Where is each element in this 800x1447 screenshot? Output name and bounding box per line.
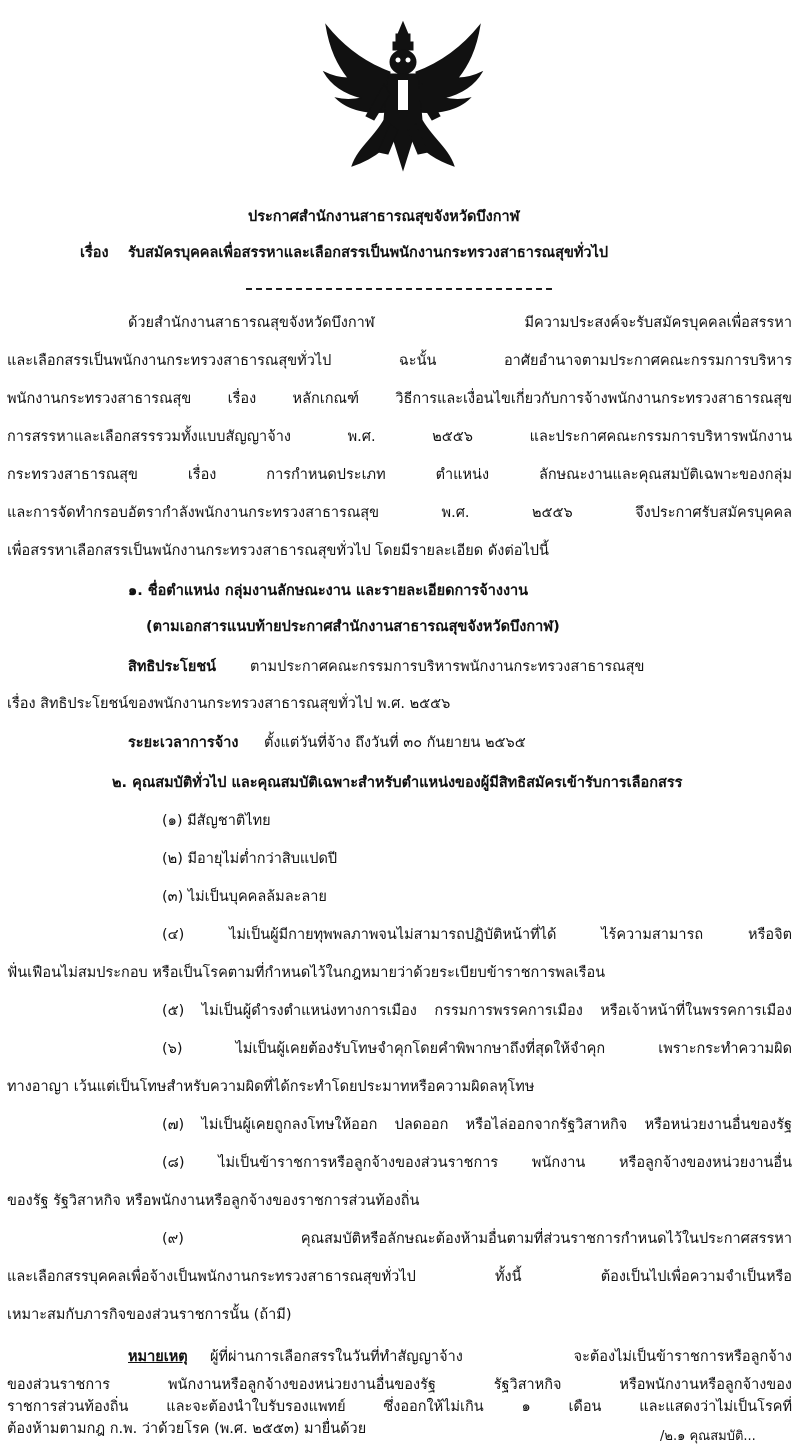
period-label: ระยะเวลาการจ้าง — [128, 735, 239, 751]
note-line-3: ราชการส่วนท้องถิ่น และจะต้องนำใบรับรองแพทย์ ซึ่งออกให้ไม่เกิน ๑ เดือน และแสดงว่าไม่เป็นโรคที่ — [7, 1399, 792, 1415]
qualification-6-line-1: (๖) ไม่เป็นผู้เคยต้องรับโทษจำคุกโดยคำพิพากษาถึงที่สุดให้จำคุก เพราะกระทำความผิด — [162, 1041, 792, 1057]
qualification-3: (๓) ไม่เป็นบุคคลล้มละลาย — [162, 889, 327, 905]
section1-heading: ๑. ชื่อตำแหน่ง กลุ่มงานลักษณะงาน และรายละเอียดการจ้างงาน — [128, 583, 529, 599]
announcement-title: ประกาศสำนักงานสาธารณสุขจังหวัดบึงกาฬ — [248, 209, 520, 225]
subject-label: เรื่อง — [80, 245, 109, 261]
intro-line-7: เพื่อสรรหาเลือกสรรเป็นพนักงานกระทรวงสาธารณสุขทั่วไป โดยมีรายละเอียด ดังต่อไปนี้ — [7, 543, 549, 559]
intro-line-4: การสรรหาและเลือกสรรรวมทั้งแบบสัญญาจ้าง พ.ศ. ๒๕๕๖ และประกาศคณะกรรมการบริหารพนักงาน — [7, 429, 792, 445]
subject-text: รับสมัครบุคคลเพื่อสรรหาและเลือกสรรเป็นพนักงานกระทรวงสาธารณสุขทั่วไป — [128, 245, 609, 261]
qualification-9-line-3: เหมาะสมกับภารกิจของส่วนราชการนั้น (ถ้ามี) — [7, 1307, 292, 1323]
section1-subheading: (ตามเอกสารแนบท้ายประกาศสำนักงานสาธารณสุขจังหวัดบึงกาฬ) — [146, 619, 560, 635]
qualification-8-line-1: (๘) ไม่เป็นข้าราชการหรือลูกจ้างของส่วนราชการ พนักงาน หรือลูกจ้างของหน่วยงานอื่น — [162, 1155, 792, 1171]
note-line-2: ของส่วนราชการ พนักงานหรือลูกจ้างของหน่วยงานอื่นของรัฐ รัฐวิสาหกิจ หรือพนักงานหรือลูกจ้างของ — [7, 1377, 792, 1393]
qualification-1: (๑) มีสัญชาติไทย — [162, 813, 271, 829]
benefits-line-1: ตามประกาศคณะกรรมการบริหารพนักงานกระทรวงสาธารณสุข — [250, 659, 645, 675]
note-label: หมายเหตุ — [128, 1349, 188, 1365]
intro-line-2: และเลือกสรรเป็นพนักงานกระทรวงสาธารณสุขทั่วไป ฉะนั้น อาศัยอำนาจตามประกาศคณะกรรมการบริหาร — [7, 353, 792, 369]
period-text: ตั้งแต่วันที่จ้าง ถึงวันที่ ๓๐ กันยายน ๒๕๖๕ — [264, 735, 526, 751]
intro-line-1: ด้วยสำนักงานสาธารณสุขจังหวัดบึงกาฬ มีความประสงค์จะรับสมัครบุคคลเพื่อสรรหา — [128, 315, 792, 331]
continuation-marker: /๒.๑ คุณสมบัติ... — [660, 1429, 756, 1444]
intro-line-3: พนักงานกระทรวงสาธารณสุข เรื่อง หลักเกณฑ์ วิธีการและเงื่อนไขเกี่ยวกับการจ้างพนักงานกระทรวงสาธารณสุข — [7, 391, 792, 407]
note-line-4: ต้องห้ามตามกฎ ก.พ. ว่าด้วยโรค (พ.ศ. ๒๕๕๓) มายื่นด้วย — [7, 1421, 367, 1437]
qualification-4-line-1: (๔) ไม่เป็นผู้มีกายทุพพลภาพจนไม่สามารถปฏิบัติหน้าที่ได้ ไร้ความสามารถ หรือจิต — [162, 927, 792, 943]
benefits-label: สิทธิประโยชน์ — [128, 659, 217, 675]
qualification-4-line-2: ฟั่นเฟือนไม่สมประกอบ หรือเป็นโรคตามที่กำหนดไว้ในกฎหมายว่าด้วยระเบียบข้าราชการพลเรือน — [7, 965, 606, 981]
qualification-2: (๒) มีอายุไม่ต่ำกว่าสิบแปดปี — [162, 851, 338, 867]
intro-line-6: และการจัดทำกรอบอัตรากำลังพนักงานกระทรวงสาธารณสุข พ.ศ. ๒๕๕๖ จึงประกาศรับสมัครบุคคล — [7, 505, 792, 521]
garuda-emblem — [318, 20, 488, 180]
qualification-9-line-1: (๙) คุณสมบัติหรือลักษณะต้องห้ามอื่นตามที่ส่วนราชการกำหนดไว้ในประกาศสรรหา — [162, 1231, 792, 1247]
qualification-5: (๕) ไม่เป็นผู้ดำรงตำแหน่งทางการเมือง กรรมการพรรคการเมือง หรือเจ้าหน้าที่ในพรรคการเมือง — [162, 1003, 792, 1019]
qualification-6-line-2: ทางอาญา เว้นแต่เป็นโทษสำหรับความผิดที่ได้กระทำโดยประมาทหรือความผิดลหุโทษ — [7, 1079, 535, 1095]
note-line-1: ผู้ที่ผ่านการเลือกสรรในวันที่ทำสัญญาจ้าง จะต้องไม่เป็นข้าราชการหรือลูกจ้าง — [210, 1349, 792, 1365]
qualification-9-line-2: และเลือกสรรบุคคลเพื่อจ้างเป็นพนักงานกระทรวงสาธารณสุขทั่วไป ทั้งนี้ ต้องเป็นไปเพื่อความจำเป็นหรือ — [7, 1269, 792, 1285]
section2-heading: ๒. คุณสมบัติทั่วไป และคุณสมบัติเฉพาะสำหรับตำแหน่งของผู้มีสิทธิสมัครเข้ารับการเลือกสรร — [112, 775, 683, 791]
divider-rule — [246, 288, 552, 290]
qualification-7: (๗) ไม่เป็นผู้เคยถูกลงโทษให้ออก ปลดออก หรือไล่ออกจากรัฐวิสาหกิจ หรือหน่วยงานอื่นของรัฐ — [162, 1117, 792, 1133]
qualification-8-line-2: ของรัฐ รัฐวิสาหกิจ หรือพนักงานหรือลูกจ้างของราชการส่วนท้องถิ่น — [7, 1193, 420, 1209]
benefits-line-2: เรื่อง สิทธิประโยชน์ของพนักงานกระทรวงสาธารณสุขทั่วไป พ.ศ. ๒๕๕๖ — [7, 696, 451, 712]
intro-line-5: กระทรวงสาธารณสุข เรื่อง การกำหนดประเภท ตำแหน่ง ลักษณะงานและคุณสมบัติเฉพาะของกลุ่ม — [7, 467, 792, 483]
